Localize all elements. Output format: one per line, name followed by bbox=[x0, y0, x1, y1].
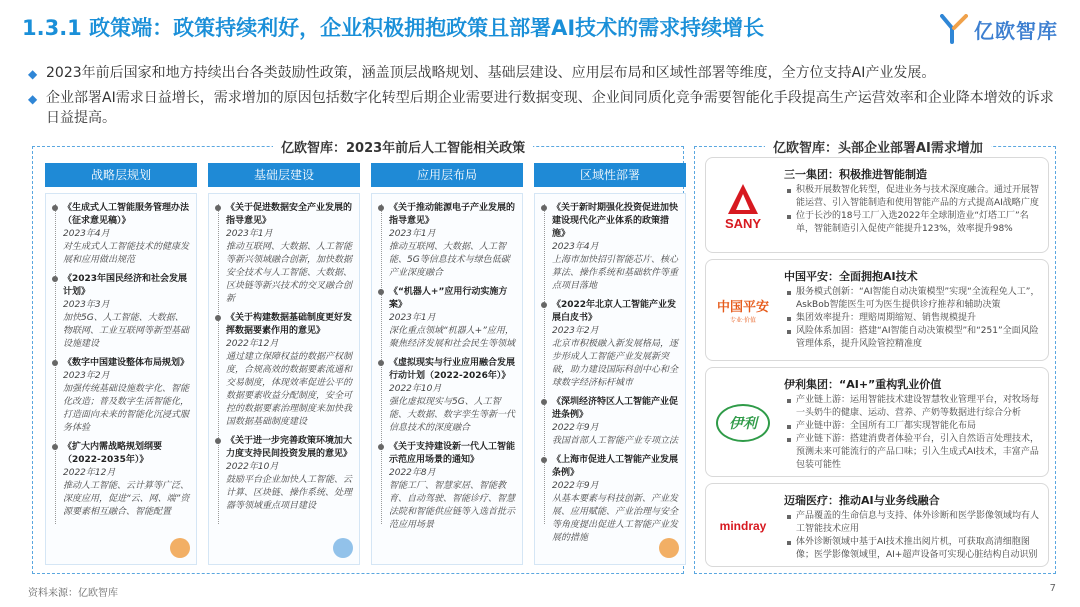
bullet-text: 2023年前后国家和地方持续出台各类鼓励性政策，涵盖顶层战略规划、基础层建设、应用层布局和区域性部署等维度，全方位支持AI产业发展。 bbox=[46, 65, 936, 81]
card-point: 服务模式创新：“AI智能自动决策模型”实现“全流程免人工”，AskBob智能医生可为医生提供诊疗推荐和辅助决策 bbox=[786, 286, 1040, 312]
policy-date: 2023年3月 bbox=[63, 300, 110, 310]
policy-panel bbox=[32, 141, 684, 574]
yili-logo bbox=[714, 398, 772, 448]
policy-date: 2022年9月 bbox=[552, 423, 599, 433]
policy-desc: 推动互联网、大数据、人工智能等新兴领域融合创新，加快数据安全技术与人工智能、大数据、区块链等新兴技术的交叉融合创新 bbox=[226, 242, 353, 304]
policy-desc: 加快5G、人工智能、大数据、物联网、工业互联网等新型基础设施建设 bbox=[63, 313, 190, 349]
logo-label: 伊利 bbox=[729, 416, 757, 432]
policy-title: 《关于促进数据安全产业发展的指导意见》 bbox=[226, 203, 353, 226]
policy-title: 《关于新时期强化投资促进加快建设现代化产业体系的政策措施》 bbox=[552, 203, 679, 239]
policy-title: 《2023年国民经济和社会发展计划》 bbox=[63, 274, 188, 297]
policy-date: 2023年4月 bbox=[63, 229, 110, 239]
card-point: 产业链中游：全国所有工厂都实现智能化布局 bbox=[786, 420, 1040, 433]
sany-logo bbox=[714, 174, 772, 238]
logo-text: 亿欧智库 bbox=[974, 18, 1058, 43]
policy-desc: 推动互联网、大数据、人工智能、5G等信息技术与绿色低碳产业深度融合 bbox=[389, 242, 510, 278]
company-card-sany bbox=[705, 157, 1049, 253]
policy-item bbox=[380, 357, 516, 435]
card-points bbox=[786, 184, 1040, 236]
policy-desc: 对生成式人工智能技术的健康发展和应用做出规范 bbox=[63, 242, 190, 265]
yiou-logo-icon bbox=[940, 14, 968, 44]
policy-item bbox=[543, 396, 679, 448]
policy-item bbox=[380, 441, 516, 532]
policy-title: 《扩大内需战略规划纲要（2022-2035年）》 bbox=[63, 442, 163, 465]
policy-desc: 深化重点领域“机器人+”应用，聚焦经济发展和社会民生等领域 bbox=[389, 326, 516, 349]
building-icon bbox=[659, 538, 679, 558]
mindray-logo bbox=[714, 506, 772, 546]
card-point: 体外诊断领域中基于AI技术推出阅片机，可获取高清细胞图像；医学影像领域里，AI+超声设备可实现心脏结构自动识别 bbox=[786, 536, 1040, 562]
policy-desc: 加强传统基础设施数字化、智能化改造；普及数字生活智能化，打造面向未来的智能化沉浸式服务体验 bbox=[63, 384, 190, 433]
card-point: 积极开展数智化转型，促进业务与技术深度融合。通过开展智能运营、引入智能制造和使用智能产品的方式提高AI战略广度 bbox=[786, 184, 1040, 210]
policy-item bbox=[380, 286, 516, 351]
card-heading: 中国平安：全面拥抱AI技术 bbox=[784, 270, 918, 283]
column-heading: 应用层布局 bbox=[371, 163, 523, 187]
policy-date: 2022年12月 bbox=[226, 339, 279, 349]
policy-column-regional bbox=[534, 163, 686, 565]
card-point: 产品覆盖的生命信息与支持、体外诊断和医学影像领域均有人工智能技术应用 bbox=[786, 510, 1040, 536]
card-heading: 迈瑞医疗：推动AI与业务线融合 bbox=[784, 494, 940, 507]
policy-date: 2023年4月 bbox=[552, 242, 599, 252]
card-points bbox=[786, 286, 1040, 351]
policy-title: 《关于支持建设新一代人工智能示范应用场景的通知》 bbox=[389, 442, 516, 465]
policy-desc: 智能工厂、智慧家居、智能教育、自动驾驶、智能诊疗、智慧法院和智能供应链等入选首批示范应用场景 bbox=[389, 481, 516, 530]
policy-column-infrastructure bbox=[208, 163, 360, 565]
policy-desc: 鼓励平台企业加快人工智能、云计算、区块链、操作系统、处理器等领域重点项目建设 bbox=[226, 475, 353, 511]
card-point: 风险体系加固：搭建“AI智能自动决策模型”和“251”全面风险管理体系，提升风险管控精准度 bbox=[786, 325, 1040, 351]
bullet-text: 企业部署AI需求日益增长，需求增加的原因包括数字化转型后期企业需要进行数据变现、企业间同质化竞争需要智能化手段提高生产运营效率和企业降本增效的诉求日益提高。 bbox=[46, 90, 1054, 126]
company-card-yili bbox=[705, 367, 1049, 477]
policy-title: 《关于进一步完善政策环境加大力度支持民间投资发展的意见》 bbox=[226, 436, 353, 459]
policy-title: 《生成式人工智能服务管理办法（征求意见稿）》 bbox=[63, 203, 190, 226]
policy-item bbox=[54, 357, 190, 435]
column-body bbox=[534, 193, 686, 565]
policy-date: 2022年9月 bbox=[552, 481, 599, 491]
policy-item bbox=[543, 299, 679, 390]
policy-title: 《关于构建数据基础制度更好发挥数据要素作用的意见》 bbox=[226, 313, 353, 336]
card-point: 产业链下游：搭建消费者体验平台，引入自然语言处理技术，预测未来可能流行的产品口味；引入生成式AI技术，丰富产品包装可能性 bbox=[786, 433, 1040, 472]
policy-date: 2023年1月 bbox=[389, 229, 436, 239]
policy-date: 2022年8月 bbox=[389, 468, 436, 478]
policy-item bbox=[54, 202, 190, 267]
policy-item bbox=[543, 202, 679, 293]
policy-date: 2023年2月 bbox=[552, 326, 599, 336]
policy-date: 2022年10月 bbox=[226, 462, 279, 472]
card-point: 位于长沙的18号工厂入选2022年全球制造业“灯塔工厂”名单，智能制造引入促使产能提升123%，效率提升98% bbox=[786, 210, 1040, 236]
pingan-logo bbox=[714, 290, 772, 330]
policy-desc: 我国首部人工智能产业专项立法 bbox=[552, 436, 679, 446]
yili-badge-icon bbox=[716, 404, 770, 442]
logo-label: 中国平安 bbox=[716, 300, 769, 315]
policy-date: 2022年10月 bbox=[389, 384, 442, 394]
sany-triangle-icon bbox=[726, 182, 760, 216]
column-body bbox=[45, 193, 197, 565]
page-title: 1.3.1 政策端：政策持续利好，企业积极拥抱政策且部署AI技术的需求持续增长 bbox=[22, 16, 765, 40]
policy-panel-title: 亿欧智库：2023年前后人工智能相关政策 bbox=[273, 137, 533, 156]
policy-column-application bbox=[371, 163, 523, 565]
policy-title: 《数字中国建设整体布局规划》 bbox=[63, 358, 190, 368]
column-heading: 战略层规划 bbox=[45, 163, 197, 187]
policy-column-strategy bbox=[45, 163, 197, 565]
card-points bbox=[786, 394, 1040, 472]
policy-title: 《“机器人+”应用行动实施方案》 bbox=[389, 287, 508, 310]
policy-item bbox=[217, 435, 353, 513]
diamond-icon: ◆ bbox=[28, 67, 38, 81]
card-point: 集团效率提升：理赔周期缩短、销售规模提升 bbox=[786, 312, 1040, 325]
logo-sublabel: 专业·价值 bbox=[730, 317, 756, 324]
diamond-icon: ◆ bbox=[28, 92, 38, 106]
policy-item bbox=[54, 441, 190, 519]
strategy-icon bbox=[170, 538, 190, 558]
policy-desc: 推动人工智能、云计算等广泛、深度应用，促进“云、网、端”资源要素相互融合、智能配置 bbox=[63, 481, 190, 517]
enterprise-panel-title: 亿欧智库：头部企业部署AI需求增加 bbox=[765, 137, 991, 156]
column-heading: 区域性部署 bbox=[534, 163, 686, 187]
policy-desc: 北京市积极融入新发展格局，逐步形成人工智能产业发展新突破，助力建设国际科创中心和全球数字经济标杆城市 bbox=[552, 339, 679, 388]
intro-bullets bbox=[28, 63, 1058, 132]
policy-desc: 强化虚拟现实与5G、人工智能、大数据、数字孪生等新一代信息技术的深度融合 bbox=[389, 397, 516, 433]
company-card-pingan bbox=[705, 259, 1049, 361]
enterprise-panel bbox=[694, 141, 1056, 574]
policy-desc: 从基本要素与科技创新、产业发展、应用赋能、产业治理与安全等角度提出促进人工智能产业发展的措施 bbox=[552, 494, 679, 543]
card-heading: 三一集团：积极推进智能制造 bbox=[784, 168, 927, 181]
cloud-icon bbox=[333, 538, 353, 558]
policy-date: 2023年1月 bbox=[389, 313, 436, 323]
bullet-item bbox=[28, 88, 1058, 128]
bullet-item bbox=[28, 63, 1058, 84]
policy-desc: 上海市加快招引智能芯片、核心算法、操作系统和基础软件等重点项目落地 bbox=[552, 255, 679, 291]
policy-title: 《深圳经济特区人工智能产业促进条例》 bbox=[552, 397, 679, 420]
column-body bbox=[371, 193, 523, 565]
policy-item bbox=[543, 454, 679, 545]
card-point: 产业链上游：运用智能技术建设智慧牧业管理平台，对牧场每一头奶牛的健康、运动、营养、产奶等数据进行综合分析 bbox=[786, 394, 1040, 420]
policy-title: 《关于推动能源电子产业发展的指导意见》 bbox=[389, 203, 516, 226]
policy-title: 《2022年北京人工智能产业发展白皮书》 bbox=[552, 300, 677, 323]
page-number: 7 bbox=[1049, 583, 1056, 594]
policy-title: 《虚拟现实与行业应用融合发展行动计划（2022-2026年）》 bbox=[389, 358, 516, 381]
policy-item bbox=[54, 273, 190, 351]
policy-item bbox=[217, 202, 353, 306]
policy-date: 2023年2月 bbox=[63, 371, 110, 381]
source-note: 资料来源：亿欧智库 bbox=[28, 588, 118, 599]
policy-item bbox=[380, 202, 516, 280]
logo-label: mindray bbox=[719, 519, 767, 533]
column-body bbox=[208, 193, 360, 565]
policy-title: 《上海市促进人工智能产业发展条例》 bbox=[552, 455, 679, 478]
card-points bbox=[786, 510, 1040, 562]
company-card-mindray bbox=[705, 483, 1049, 567]
policy-desc: 通过建立保障权益的数据产权制度，合规高效的数据要素流通和交易制度，体现效率促进公平的数据要素收益分配制度，安全可控的数据要素治理制度来加快我国数据基础制度建设 bbox=[226, 352, 353, 427]
policy-date: 2022年12月 bbox=[63, 468, 116, 478]
policy-item bbox=[217, 312, 353, 429]
column-heading: 基础层建设 bbox=[208, 163, 360, 187]
policy-date: 2023年1月 bbox=[226, 229, 273, 239]
card-heading: 伊利集团：“AI+”重构乳业价值 bbox=[784, 378, 942, 391]
logo-label: SANY bbox=[724, 215, 762, 231]
logo bbox=[940, 14, 1058, 44]
